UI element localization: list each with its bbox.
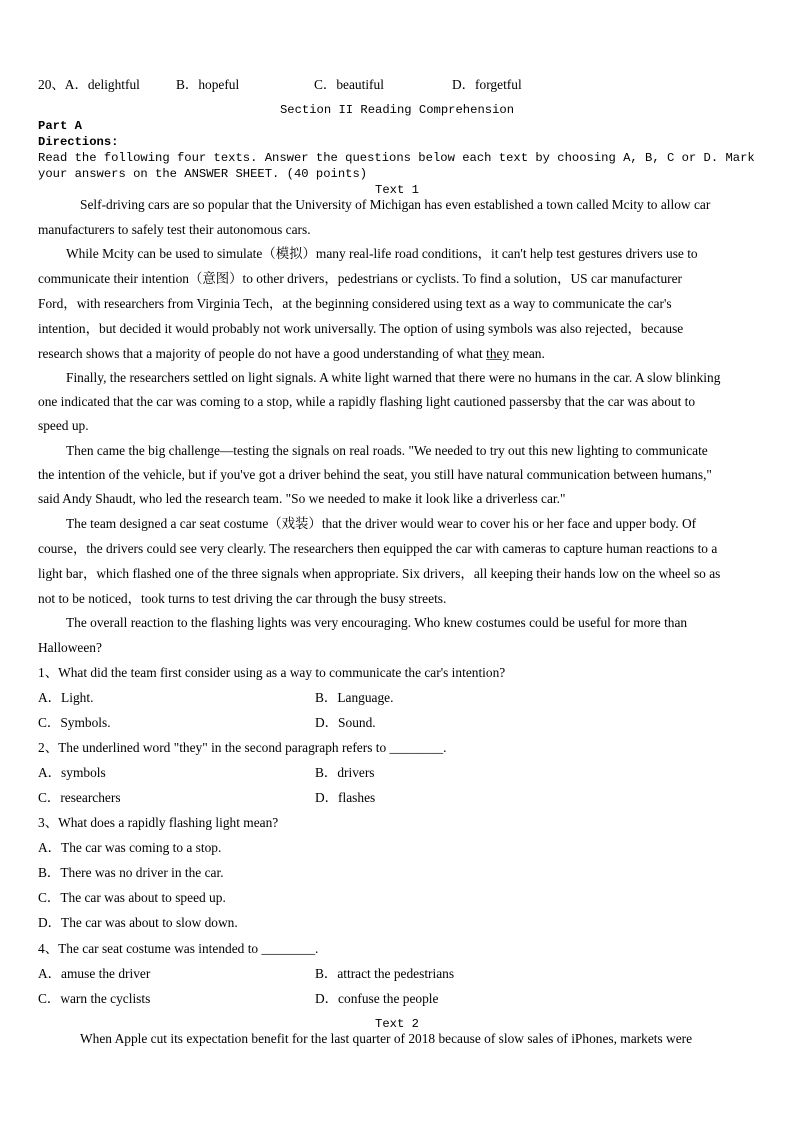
text1-line: speed up. <box>38 418 89 433</box>
question-1-option-a[interactable]: A．Light. <box>38 690 94 705</box>
text2-title: Text 2 <box>375 1017 419 1031</box>
question-2-stem: 2、The underlined word "they" in the second paragraph refers to ________. <box>38 740 447 755</box>
text1-line: intention，but decided it would probably not work universally. The option of using symbols was also rejected，because <box>38 321 684 336</box>
question-4-option-d[interactable]: D．confuse the people <box>315 991 439 1006</box>
section-title: Section II Reading Comprehension <box>279 103 515 117</box>
q20-number: 20、 <box>38 77 65 92</box>
text1-line: communicate their intention（意图）to other drivers，pedestrians or cyclists. To find a solution，US car manufacturer <box>38 271 683 286</box>
text1-line: Halloween? <box>38 640 102 655</box>
question-3-stem: 3、What does a rapidly flashing light mean? <box>38 815 279 830</box>
q20-number-and-option-a <box>38 77 140 93</box>
text1-line: Finally, the researchers settled on light signals. A white light warned that there were no humans in the car. A slow blinking <box>66 370 721 385</box>
question-2-option-a[interactable]: A．symbols <box>38 765 106 780</box>
text1-line: Ford，with researchers from Virginia Tech，at the beginning considered using text as a way to communicate the car's <box>38 296 672 311</box>
question-3-option-a[interactable]: A．The car was coming to a stop. <box>38 840 222 855</box>
text1-line-segment: mean. <box>509 346 545 361</box>
directions-text-line: Read the following four texts. Answer the questions below each text by choosing A, B, C or D. Mark <box>38 151 755 165</box>
question-2-option-c[interactable]: C．researchers <box>38 790 121 805</box>
text1-line: not to be noticed，took turns to test driving the car through the busy streets. <box>38 591 447 606</box>
question-3-option-d[interactable]: D．The car was about to slow down. <box>38 915 238 930</box>
q20-option-b: B．hopeful <box>176 77 240 92</box>
text1-title: Text 1 <box>375 183 419 197</box>
text2-line: When Apple cut its expectation benefit for the last quarter of 2018 because of slow sales of iPhones, markets were <box>80 1031 693 1046</box>
text1-line: While Mcity can be used to simulate（模拟）many real-life road conditions，it can't help test gestures drivers use to <box>66 246 698 261</box>
underlined-word-they: they <box>486 346 510 361</box>
question-1-option-b[interactable]: B．Language. <box>315 690 394 705</box>
question-4-option-c[interactable]: C．warn the cyclists <box>38 991 151 1006</box>
text1-line: one indicated that the car was coming to a stop, while a rapidly flashing light cautioned passersby that the car was about to <box>38 394 696 409</box>
question-4-option-a[interactable]: A．amuse the driver <box>38 966 151 981</box>
question-1-option-c[interactable]: C．Symbols. <box>38 715 111 730</box>
text1-line: the intention of the vehicle, but if you've got a driver behind the seat, you still have natural communication between humans," <box>38 467 712 482</box>
q20-option-d: D．forgetful <box>452 77 522 92</box>
text1-line: light bar，which flashed one of the three signals when appropriate. Six drivers，all keeping their hands low on the wheel so as <box>38 566 721 581</box>
text1-line: course，the drivers could see very clearly. The researchers then equipped the car with cameras to capture human reactions to a <box>38 541 718 556</box>
text1-line: Self-driving cars are so popular that the University of Michigan has even established a town called Mcity to allow car <box>80 197 711 212</box>
text1-line: The overall reaction to the flashing lights was very encouraging. Who knew costumes could be useful for more than <box>66 615 688 630</box>
question-3-option-b[interactable]: B．There was no driver in the car. <box>38 865 224 880</box>
question-3-option-c[interactable]: C．The car was about to speed up. <box>38 890 226 905</box>
text1-line: said Andy Shaudt, who led the research team. "So we needed to make it look like a driverless car." <box>38 491 566 506</box>
question-4-option-b[interactable]: B．attract the pedestrians <box>315 966 455 981</box>
text1-line: The team designed a car seat costume（戏装）that the driver would wear to cover his or her face and upper body. Of <box>66 516 697 531</box>
directions-label: Directions: <box>38 135 119 149</box>
question-1-option-d[interactable]: D．Sound. <box>315 715 376 730</box>
question-1-stem: 1、What did the team first consider using as a way to communicate the car's intention? <box>38 665 506 680</box>
q20-option-c: C．beautiful <box>314 77 384 92</box>
q20-option-a: A．delightful <box>64 77 140 92</box>
question-2-option-d[interactable]: D．flashes <box>315 790 376 805</box>
part-label: Part A <box>38 119 82 133</box>
text1-line-segment: research shows that a majority of people do not have a good understanding of what <box>38 346 487 361</box>
question-4-stem: 4、The car seat costume was intended to ________. <box>38 941 319 956</box>
text1-line: Then came the big challenge—testing the signals on real roads. "We needed to try out this new lighting to communicate <box>66 443 708 458</box>
question-2-option-b[interactable]: B．drivers <box>315 765 375 780</box>
text1-line <box>38 346 545 362</box>
directions-text-line: your answers on the ANSWER SHEET. (40 points) <box>38 167 368 181</box>
text1-line: manufacturers to safely test their autonomous cars. <box>38 222 311 237</box>
